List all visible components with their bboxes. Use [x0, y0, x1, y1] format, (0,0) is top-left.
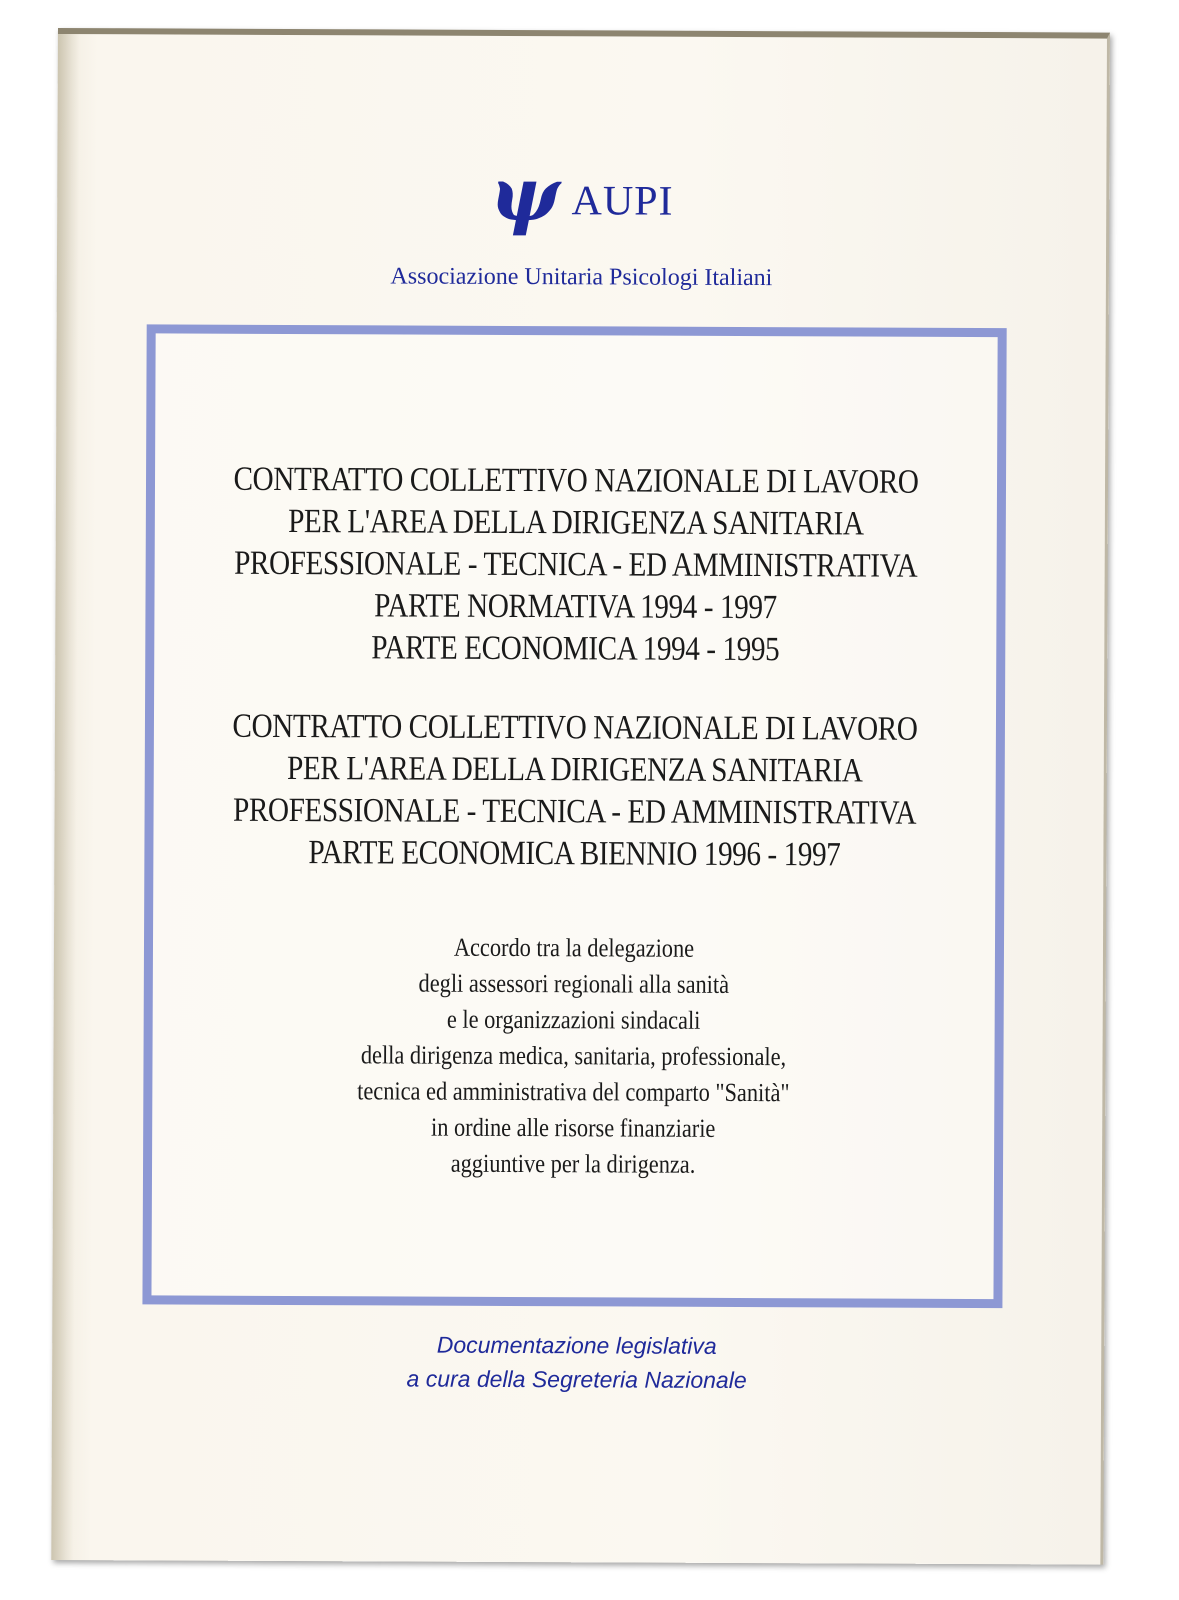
contract-1-line: PER L'AREA DELLA DIRIGENZA SANITARIA — [288, 503, 864, 543]
booklet-cover — [51, 28, 1110, 1565]
agreement-line: e le organizzazioni sindacali — [446, 1004, 701, 1035]
association-name: Associazione Unitaria Psicologi Italiani — [390, 263, 773, 292]
agreement-line: della dirigenza medica, sanitaria, professionale, — [360, 1040, 787, 1072]
contract-2-line: PARTE ECONOMICA BIENNIO 1996 - 1997 — [308, 834, 841, 874]
contract-2-line: CONTRATTO COLLETTIVO NAZIONALE DI LAVORO — [232, 707, 918, 748]
agreement-line: in ordine alle risorse finanziarie — [430, 1112, 716, 1143]
contract-1-line: PARTE ECONOMICA 1994 - 1995 — [371, 629, 780, 669]
aupi-logo — [57, 151, 1106, 241]
footer-line: a cura della Segreteria Nazionale — [406, 1365, 747, 1394]
footer-note — [52, 1326, 1101, 1399]
contract-2-line: PER L'AREA DELLA DIRIGENZA SANITARIA — [286, 750, 863, 790]
agreement-line: degli assessori regionali alla sanità — [418, 968, 730, 999]
agreement-line: aggiuntive per la dirigenza. — [450, 1148, 696, 1179]
psi-logo-icon: ψ — [489, 151, 560, 239]
agreement-line: tecnica ed amministrativa del comparto "Sanità" — [357, 1076, 790, 1108]
contract-title-2 — [212, 706, 937, 877]
contract-1-line: CONTRATTO COLLETTIVO NAZIONALE DI LAVORO — [233, 460, 919, 501]
agreement-description — [211, 929, 936, 1184]
agreement-line: Accordo tra la delegazione — [453, 932, 695, 963]
logo-acronym: AUPI — [571, 178, 674, 225]
contract-title-1 — [213, 459, 938, 672]
footer-line: Documentazione legislativa — [436, 1331, 717, 1359]
title-frame — [142, 324, 1006, 1308]
contract-1-line: PROFESSIONALE - TECNICA - ED AMMINISTRATIVA — [234, 544, 918, 585]
contract-2-line: PROFESSIONALE - TECNICA - ED AMMINISTRATIVA — [232, 791, 917, 832]
contract-1-line: PARTE NORMATIVA 1994 - 1997 — [374, 587, 777, 627]
